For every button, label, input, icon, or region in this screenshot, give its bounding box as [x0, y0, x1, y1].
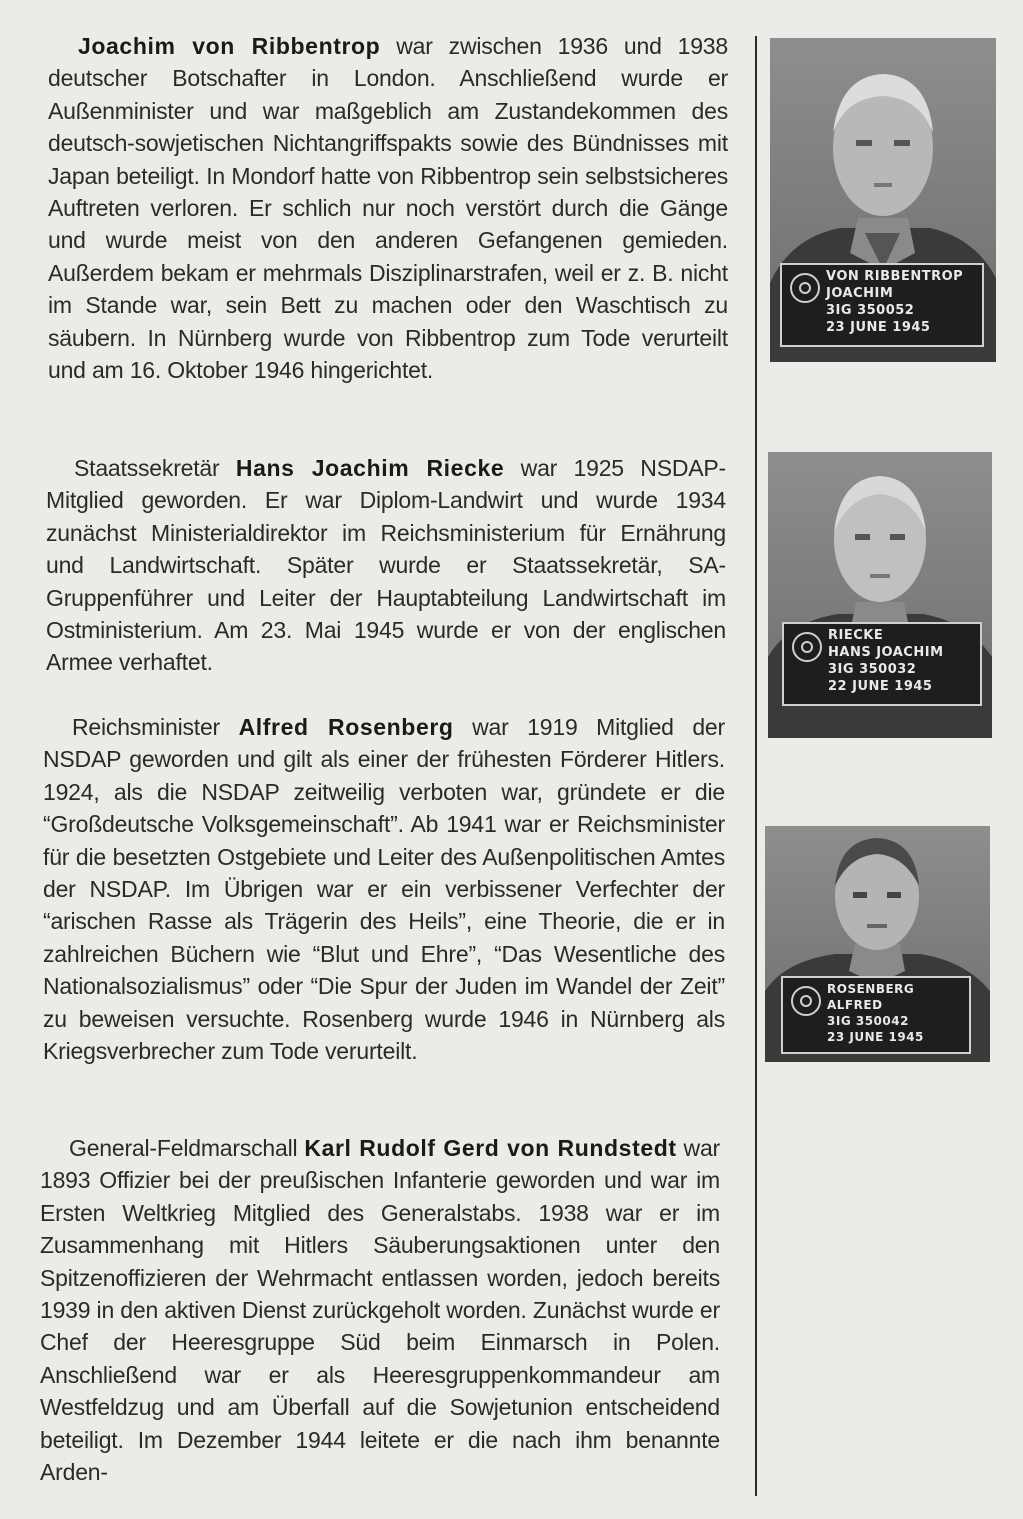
plate-line-2: HANS JOACHIM — [828, 645, 944, 660]
paragraph-body: war zwischen 1936 und 1938 deutscher Botschafter in London. Anschließend wurde er Außenminister und war maßgeblich am Zustandekommen des deutsch-sowjetischen Nichtangriffspakts sowie des Bündnisses mit Japan beteiligt. In Mondorf hatte von Ribbentrop sein selbstsicheres Auftreten verloren. Er schlich nur noch verstört durch die Gänge und wurde meist von den anderen Gefangenen gemieden. Außerdem bekam er mehrmals Disziplinarstrafen, weil er z. B. nicht im Stande war, sein Bett zu machen oder den Waschtisch zu säubern. In Nürnberg wurde von Ribbentrop zum Tode verurteilt und am 16. Oktober 1946 hingerichtet. — [48, 33, 728, 384]
plate-line-3: 3IG 350032 — [828, 662, 917, 677]
plate-line-1: VON RIBBENTROP — [826, 269, 964, 284]
plate-line-2: ALFRED — [827, 998, 883, 1012]
paragraph-ribbentrop — [48, 30, 728, 386]
plate-line-4: 23 JUNE 1945 — [827, 1030, 924, 1044]
plate-line-1: RIECKE — [828, 628, 884, 643]
paragraph-body: war 1893 Offizier bei der preußischen Infanterie geworden und war im Ersten Weltkrieg Mitglied des Generalstabs. 1938 war er im Zusammenhang mit Hitlers Säuberungsaktionen unter den Spitzenoffizieren der Wehrmacht entlassen worden, jedoch bereits 1939 in den aktiven Dienst zurückgeholt worden. Zunächst wurde er Chef der Heeresgruppe Süd beim Einmarsch in Polen. Anschließend war er als Heeresgruppenkommandeur am Westfeldzug und am Überfall auf die Sowjetunion entscheidend beteiligt. Im Dezember 1944 leitete er die nach ihm benannte Arden- — [40, 1135, 720, 1486]
mugshot-photo-riecke — [768, 452, 992, 738]
seal-icon — [790, 273, 820, 303]
paragraph-rundstedt — [40, 1132, 720, 1488]
mugshot-photo-rosenberg — [765, 826, 990, 1062]
person-name: Karl Rudolf Gerd von Rundstedt — [304, 1135, 677, 1161]
name-plate — [780, 263, 984, 347]
plate-line-4: 23 JUNE 1945 — [826, 320, 931, 335]
person-name: Joachim von Ribbentrop — [78, 33, 381, 59]
seal-icon — [791, 986, 821, 1016]
mugshot-photo-ribbentrop — [770, 38, 996, 362]
column-divider — [755, 36, 757, 1496]
person-name: Hans Joachim Riecke — [235, 455, 505, 481]
person-name: Alfred Rosenberg — [238, 714, 454, 740]
paragraph-rosenberg — [43, 711, 725, 1067]
plate-line-3: 3IG 350042 — [827, 1014, 909, 1028]
plate-line-2: JOACHIM — [826, 286, 894, 301]
paragraph-riecke — [46, 452, 726, 679]
paragraph-body: war 1925 NSDAP-Mitglied geworden. Er war Diplom-Landwirt und wurde 1934 zunächst Ministerialdirektor im Reichsministerium für Ernährung und Landwirtschaft. Später wurde er Staatssekretär, SA-Gruppenführer und Leiter der Hauptabteilung Landwirtschaft im Ostministerium. Am 23. Mai 1945 wurde er von der englischen Armee verhaftet. — [46, 455, 726, 676]
name-plate — [782, 622, 982, 706]
paragraph-body: war 1919 Mitglied der NSDAP geworden und gilt als einer der frühesten Förderer Hitlers. 1924, als die NSDAP zeitweilig verboten war, gründete er die “Großdeutsche Volksgemeinschaft”. Ab 1941 war er Reichsminister für die besetzten Ostgebiete und Leiter des Außenpolitischen Amtes der NSDAP. Im Übrigen war er ein verbissener Verfechter der “arischen Rasse als Trägerin des Heils”, eine Theorie, die er in zahlreichen Büchern wie “Blut und Ehre”, “Das Wesentliche des Nationalsozialismus” oder “Die Spur der Juden im Wandel der Zeit” zu beweisen versuchte. Rosenberg wurde 1946 in Nürnberg als Kriegsverbrecher zum Tode verurteilt. — [43, 714, 725, 1065]
paragraph-prefix: Reichsminister — [72, 714, 239, 740]
seal-icon — [792, 632, 822, 662]
plate-line-3: 3IG 350052 — [826, 303, 915, 318]
name-plate — [781, 976, 971, 1054]
plate-line-4: 22 JUNE 1945 — [828, 679, 933, 694]
paragraph-prefix: General-Feldmarschall — [69, 1135, 305, 1161]
plate-line-1: ROSENBERG — [827, 982, 915, 996]
paragraph-prefix: Staatssekretär — [74, 455, 236, 481]
